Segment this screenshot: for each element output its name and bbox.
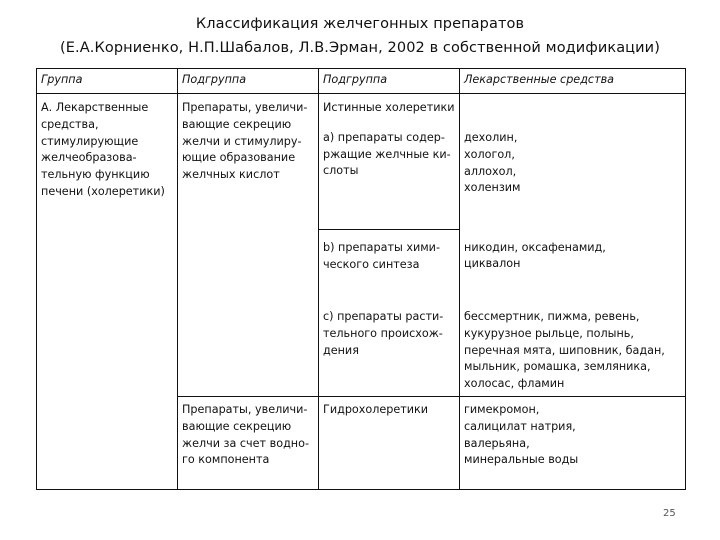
subgroup-c-cell: с) препараты расти- тельного происхож- дения xyxy=(319,299,460,397)
subgroup-true-cell xyxy=(319,94,460,230)
header-group: Группа xyxy=(37,69,178,94)
drugs-a-list: дехолин, хологол, аллохол, холензим xyxy=(464,131,521,195)
subgroup-2-cell: Препараты, увеличи- вающие секрецию желчи за счет водно- го компонента xyxy=(178,397,319,490)
page-subtitle: (Е.А.Корниенко, Н.П.Шабалов, Л.В.Эрман, 2002 в собственной модификации) xyxy=(60,40,660,56)
group-cell: А. Лекарственные средства, стимулирующие желчеобразова- тельную функцию печени (холеретики) xyxy=(37,94,178,490)
header-drugs: Лекарственные средства xyxy=(460,69,686,94)
true-choleretics-label: Истинные холеретики xyxy=(323,101,455,114)
subgroup-b-cell: b) препараты хими- ческого синтеза xyxy=(319,230,460,300)
drugs-c-cell: бессмертник, пижма, ревень, кукурузное рыльце, полынь, перечная мята, шиповник, бадан, мыльник, ромашка, земляника, холосас, фламин xyxy=(460,299,686,397)
header-subgroup-2: Подгруппа xyxy=(319,69,460,94)
page-title: Классификация желчегонных препаратов xyxy=(195,16,525,32)
table-header-row xyxy=(37,69,686,94)
hydrocholeretics-cell: Гидрохолеретики xyxy=(319,397,460,490)
drugs-a-cell xyxy=(460,94,686,230)
drugs-hydro-cell: гимекромон, салицилат натрия, валерьяна, минеральные воды xyxy=(460,397,686,490)
table-row xyxy=(37,94,686,230)
classification-table xyxy=(36,68,686,490)
header-subgroup-1: Подгруппа xyxy=(178,69,319,94)
subgroup-1-cell: Препараты, увеличи- вающие секрецию желчи и стимулиру- ющие образование желчных кислот xyxy=(178,94,319,397)
subgroup-a-label: а) препараты содер- ржащие желчные ки- слоты xyxy=(323,130,451,178)
drugs-b-cell: никодин, оксафенамид, циквалон xyxy=(460,230,686,300)
page-number: 25 xyxy=(663,508,676,519)
